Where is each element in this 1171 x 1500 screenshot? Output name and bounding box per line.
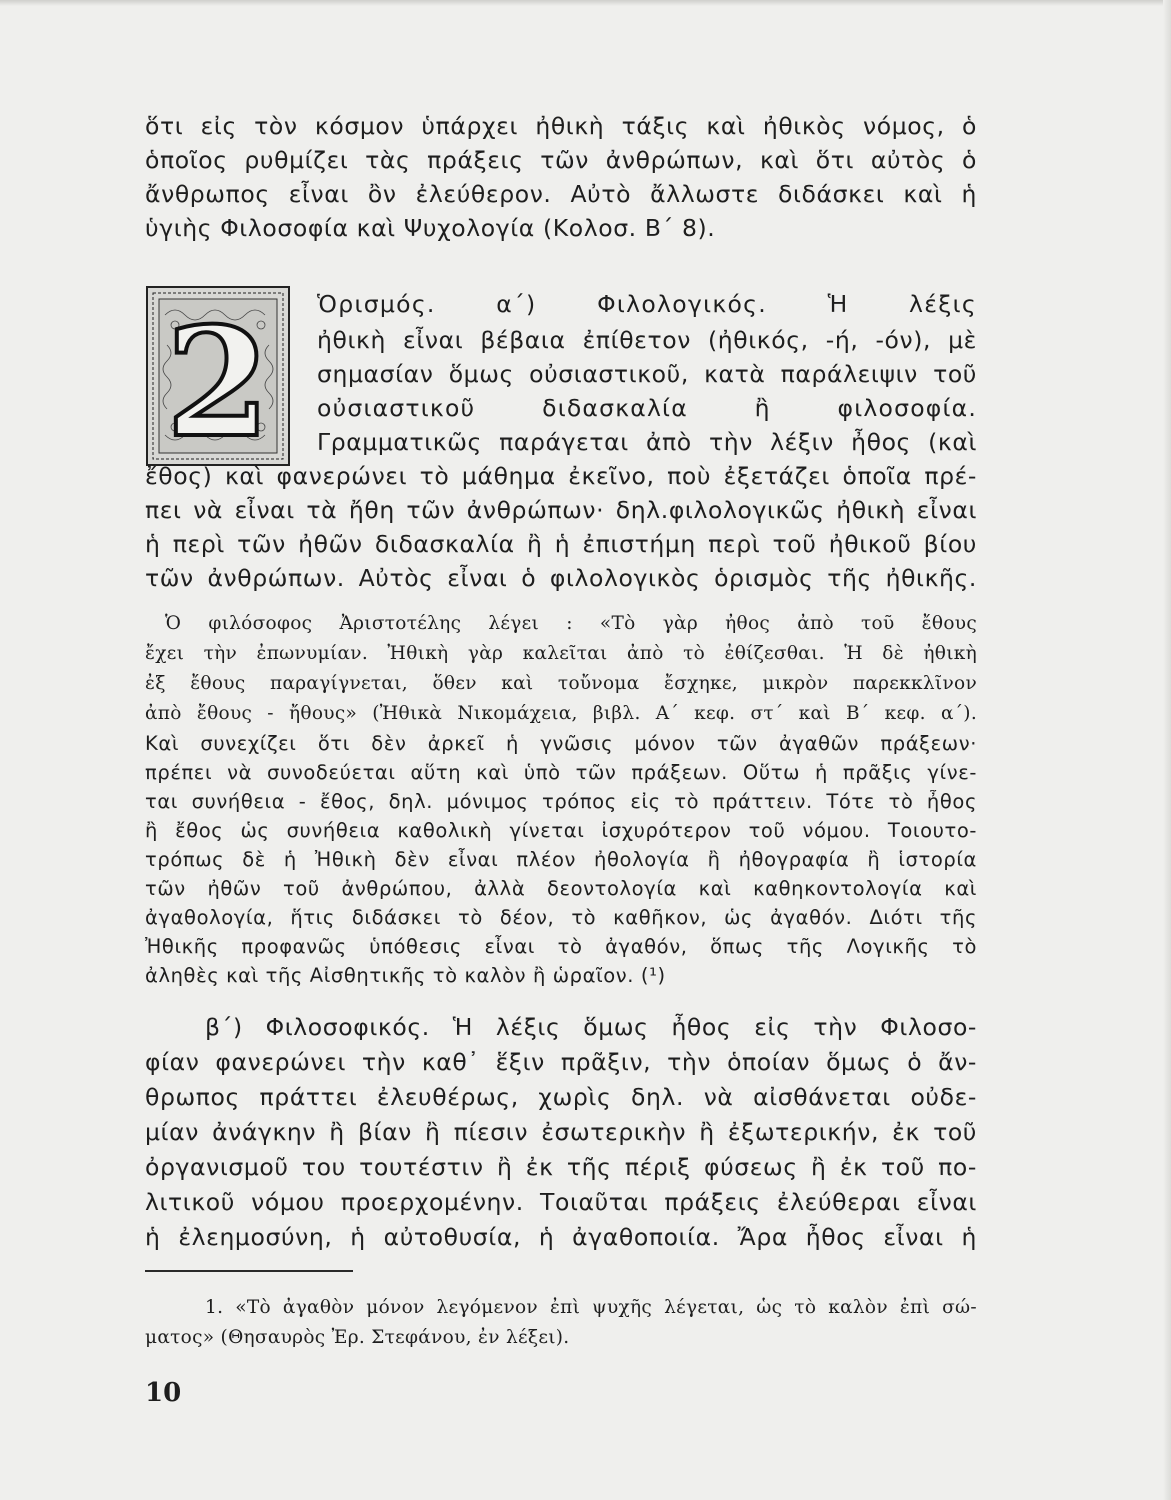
- ornamental-numeral-icon: [145, 285, 291, 467]
- scan-edge-right: [1163, 0, 1171, 1500]
- philosophical-line: θρωπος πράττει ἐλευθέρως, χωρὶς δηλ. νὰ αἰσθάνεται οὐδε-: [145, 1083, 977, 1111]
- philosophical-line: φίαν φανερώνει τὴν καθ᾿ ἕξιν πρᾶξιν, τὴν ὁποίαν ὅμως ὁ ἄν-: [145, 1048, 977, 1076]
- quote-line: ἐξ ἔθους παραγίγνεται, ὅθεν καὶ τοὔνομα ἔσχηκε, μικρὸν παρεκκλῖνον: [145, 673, 977, 694]
- philosophical-line: ἡ ἐλεημοσύνη, ἡ αὐτοθυσία, ἡ ἀγαθοποιία. Ἄρα ἦθος εἶναι ἡ: [145, 1223, 977, 1251]
- section-line: ἔθος) καὶ φανερώνει τὸ μάθημα ἐκεῖνο, ποὺ ἐξετάζει ὁποῖα πρέ-: [145, 462, 977, 490]
- quote-line: ἀπὸ ἔθους - ἤθους» (Ἠθικὰ Νικομάχεια, βιβλ. Α΄ κεφ. στ΄ καὶ Β΄ κεφ. α΄).: [145, 703, 977, 724]
- quote-line: Ὁ φιλόσοφος Ἀριστοτέλης λέγει : «Τὸ γὰρ ἦθος ἀπὸ τοῦ ἔθους: [165, 613, 977, 634]
- intro-line: ὑγιὴς Φιλοσοφία καὶ Ψυχολογία (Κολοσ. Β΄ 8).: [145, 214, 716, 242]
- footnote-line: ματος» (Θησαυρὸς Ἐρ. Στεφάνου, ἐν λέξει).: [145, 1327, 570, 1348]
- small-text-line: πρέπει νὰ συνοδεύεται αὕτη καὶ ὑπὸ τῶν πράξεων. Οὕτω ἡ πρᾶξις γίνε-: [145, 761, 977, 784]
- intro-line: ἄνθρωπος εἶναι ὂν ἐλεύθερον. Αὐτὸ ἄλλωστε διδάσκει καὶ ἡ: [145, 180, 977, 208]
- quote-line: ἔχει τὴν ἐπωνυμίαν. Ἠθικὴ γὰρ καλεῖται ἀπὸ τὸ ἐθίζεσθαι. Ἡ δὲ ἠθικὴ: [145, 643, 977, 664]
- section-line: Γραμματικῶς παράγεται ἀπὸ τὴν λέξιν ἦθος (καὶ: [317, 428, 977, 456]
- section-line: οὐσιαστικοῦ διδασκαλία ἢ φιλοσοφία.: [317, 394, 977, 422]
- intro-line: ὅτι εἰς τὸν κόσμον ὑπάρχει ἠθικὴ τάξις καὶ ἠθικὸς νόμος, ὁ: [145, 112, 977, 140]
- section-heading-line: Ὁρισμός. α΄) Φιλολογικός. Ἡ λέξις: [317, 290, 977, 318]
- svg-text:2: 2: [165, 295, 271, 467]
- section-line: ἡ περὶ τῶν ἠθῶν διδασκαλία ἢ ἡ ἐπιστήμη περὶ τοῦ ἠθικοῦ βίου: [145, 530, 977, 558]
- section-line: τῶν ἀνθρώπων. Αὐτὸς εἶναι ὁ φιλολογικὸς ὁρισμὸς τῆς ἠθικῆς.: [145, 564, 977, 592]
- small-text-line: Ἠθικῆς προφανῶς ὑπόθεσις εἶναι τὸ ἀγαθόν, ὅπως τῆς Λογικῆς τὸ: [145, 935, 977, 958]
- intro-line: ὁποῖος ρυθμίζει τὰς πράξεις τῶν ἀνθρώπων, καὶ ὅτι αὐτὸς ὁ: [145, 146, 977, 174]
- small-text-line: ἢ ἔθος ὡς συνήθεια καθολικὴ γίνεται ἰσχυρότερον τοῦ νόμου. Τοιουτο-: [145, 819, 977, 842]
- philosophical-line: λιτικοῦ νόμου προερχομένην. Τοιαῦται πράξεις ἐλεύθεραι εἶναι: [145, 1188, 977, 1216]
- small-text-line: τῶν ἠθῶν τοῦ ἀνθρώπου, ἀλλὰ δεοντολογία καὶ καθηκοντολογία καὶ: [145, 877, 977, 900]
- page-number: 10: [145, 1378, 182, 1408]
- philosophical-line: ὀργανισμοῦ του τουτέστιν ἢ ἐκ τῆς πέριξ φύσεως ἢ ἐκ τοῦ πο-: [145, 1153, 977, 1181]
- small-text-line: τρόπως δὲ ἡ Ἠθικὴ δὲν εἶναι πλέον ἠθολογία ἢ ἠθογραφία ἢ ἱστορία: [145, 848, 977, 871]
- philosophical-line: μίαν ἀνάγκην ἢ βίαν ἢ πίεσιν ἐσωτερικὴν ἢ ἐξωτερικήν, ἐκ τοῦ: [145, 1118, 977, 1146]
- small-text-line: ἀληθὲς καὶ τῆς Αἰσθητικῆς τὸ καλὸν ἢ ὡραῖον. (¹): [145, 964, 666, 987]
- small-text-line: Καὶ συνεχίζει ὅτι δὲν ἀρκεῖ ἡ γνῶσις μόνον τῶν ἀγαθῶν πράξεων·: [145, 732, 977, 755]
- footnote-line: 1. «Τὸ ἀγαθὸν μόνον λεγόμενον ἐπὶ ψυχῆς λέγεται, ὡς τὸ καλὸν ἐπὶ σώ-: [205, 1297, 977, 1318]
- section-line: σημασίαν ὅμως οὐσιαστικοῦ, κατὰ παράλειψιν τοῦ: [317, 360, 977, 388]
- scan-edge-top: [0, 0, 1171, 6]
- section-line: πει νὰ εἶναι τὰ ἤθη τῶν ἀνθρώπων· δηλ.φιλολογικῶς ἠθικὴ εἶναι: [145, 496, 977, 524]
- small-text-line: ἀγαθολογία, ἥτις διδάσκει τὸ δέον, τὸ καθῆκον, ὡς ἀγαθόν. Διότι τῆς: [145, 906, 977, 929]
- small-text-line: ται συνήθεια - ἔθος, δηλ. μόνιμος τρόπος εἰς τὸ πράττειν. Τότε τὸ ἦθος: [145, 790, 977, 813]
- footnote-rule: [145, 1270, 353, 1272]
- section-line: ἠθικὴ εἶναι βέβαια ἐπίθετον (ἠθικός, -ή, -όν), μὲ: [317, 326, 977, 354]
- decorative-section-number: [145, 285, 291, 467]
- philosophical-line: β΄) Φιλοσοφικός. Ἡ λέξις ὅμως ἦθος εἰς τὴν Φιλοσο-: [205, 1013, 977, 1041]
